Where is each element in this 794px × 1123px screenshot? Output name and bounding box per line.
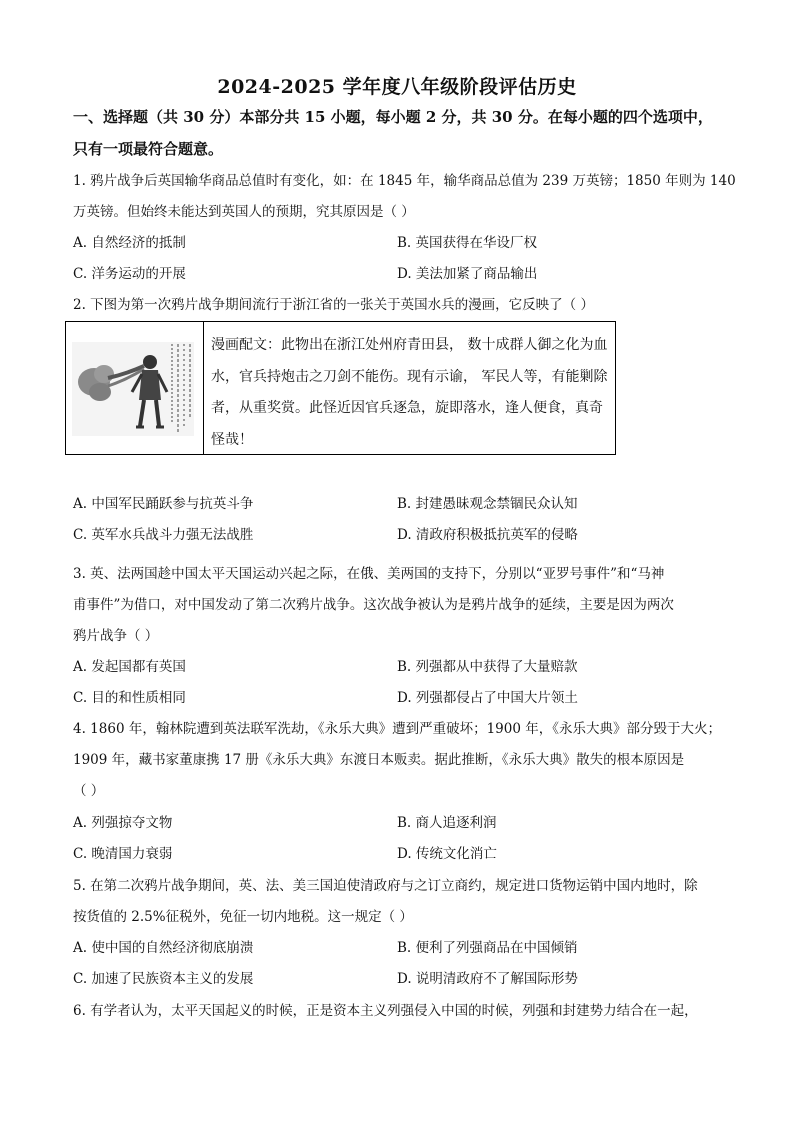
question-5-line: 按货值的 2.5%征税外，免征一切内地税。这一规定（ ） bbox=[73, 909, 413, 925]
question-2-option-c: C. 英军水兵战斗力强无法战胜 bbox=[73, 527, 254, 543]
question-1-line: 1. 鸦片战争后英国输华商品总值时有变化，如：在 1845 年，输华商品总值为 239 万英镑；1850 年则为 140 bbox=[73, 173, 736, 189]
question-2-line: 2. 下图为第一次鸦片战争期间流行于浙江省的一张关于英国水兵的漫画，它反映了（ ） bbox=[73, 297, 594, 313]
question-5-option-d: D. 说明清政府不了解国际形势 bbox=[397, 971, 578, 987]
comic-illustration bbox=[66, 322, 204, 454]
question-3-option-b: B. 列强都从中获得了大量赔款 bbox=[397, 659, 578, 675]
question-3-line: 甫事件”为借口，对中国发动了第二次鸦片战争。这次战争被认为是鸦片战争的延续，主要是因为两次 bbox=[73, 597, 674, 613]
question-2-option-a: A. 中国军民踊跃参与抗英斗争 bbox=[73, 496, 254, 512]
question-1-option-c: C. 洋务运动的开展 bbox=[73, 266, 186, 282]
question-4-line: 4. 1860 年，翰林院遭到英法联军洗劫，《永乐大典》遭到严重破坏；1900 年，《永乐大典》部分毁于大火； bbox=[73, 721, 721, 737]
question-6-line: 6. 有学者认为，太平天国起义的时候，正是资本主义列强侵入中国的时候，列强和封建势力结合在一起， bbox=[73, 1003, 698, 1019]
comic-caption: 漫画配文：此物出在浙江处州府青田县， 数十成群人御之化为血水，官兵持炮击之刀剑不能伤。现有示谕， 军民人等，有能剿除者，从重奖赏。此怪近因官兵逐急，旋即落水，逢人便食，真奇怪哉！ bbox=[211, 337, 608, 448]
question-1-option-d: D. 美法加紧了商品输出 bbox=[397, 266, 538, 282]
question-4-line: （ ） bbox=[73, 783, 105, 799]
question-3-option-a: A. 发起国都有英国 bbox=[73, 659, 186, 675]
comic-box bbox=[65, 321, 616, 455]
question-3-line: 鸦片战争（ ） bbox=[73, 628, 159, 644]
question-5-option-c: C. 加速了民族资本主义的发展 bbox=[73, 971, 254, 987]
question-4-option-a: A. 列强掠夺文物 bbox=[73, 815, 173, 831]
question-4-option-d: D. 传统文化消亡 bbox=[397, 846, 497, 862]
question-5-line: 5. 在第二次鸦片战争期间，英、法、美三国迫使清政府与之订立商约，规定进口货物运销中国内地时，除 bbox=[73, 878, 698, 894]
question-1-option-b: B. 英国获得在华设厂权 bbox=[397, 235, 538, 251]
question-5-option-b: B. 便利了列强商品在中国倾销 bbox=[397, 940, 578, 956]
section-instructions-line1: 一、选择题（共 30 分）本部分共 15 小题，每小题 2 分，共 30 分。在每小题的四个选项中， bbox=[73, 108, 713, 126]
question-3-option-d: D. 列强都侵占了中国大片领土 bbox=[397, 690, 578, 706]
page-title: 2024-2025 学年度八年级阶段评估历史 bbox=[217, 76, 577, 98]
question-3-option-c: C. 目的和性质相同 bbox=[73, 690, 186, 706]
question-4-option-c: C. 晚清国力衰弱 bbox=[73, 846, 173, 862]
question-5-option-a: A. 使中国的自然经济彻底崩溃 bbox=[73, 940, 254, 956]
question-2-option-b: B. 封建愚昧观念禁锢民众认知 bbox=[397, 496, 578, 512]
sailor-monster-drawing bbox=[66, 322, 202, 452]
question-1-option-a: A. 自然经济的抵制 bbox=[73, 235, 186, 251]
question-4-option-b: B. 商人追逐利润 bbox=[397, 815, 497, 831]
section-instructions-line2: 只有一项最符合题意。 bbox=[73, 140, 224, 158]
question-3-line: 3. 英、法两国趁中国太平天国运动兴起之际，在俄、美两国的支持下，分别以“亚罗号事件”和“马神 bbox=[73, 566, 665, 582]
question-4-line: 1909 年，藏书家董康携 17 册《永乐大典》东渡日本贩卖。据此推断，《永乐大典》散失的根本原因是 bbox=[73, 752, 685, 768]
question-2-option-d: D. 清政府积极抵抗英军的侵略 bbox=[397, 527, 578, 543]
question-1-line: 万英镑。但始终未能达到英国人的预期，究其原因是（ ） bbox=[73, 204, 415, 220]
